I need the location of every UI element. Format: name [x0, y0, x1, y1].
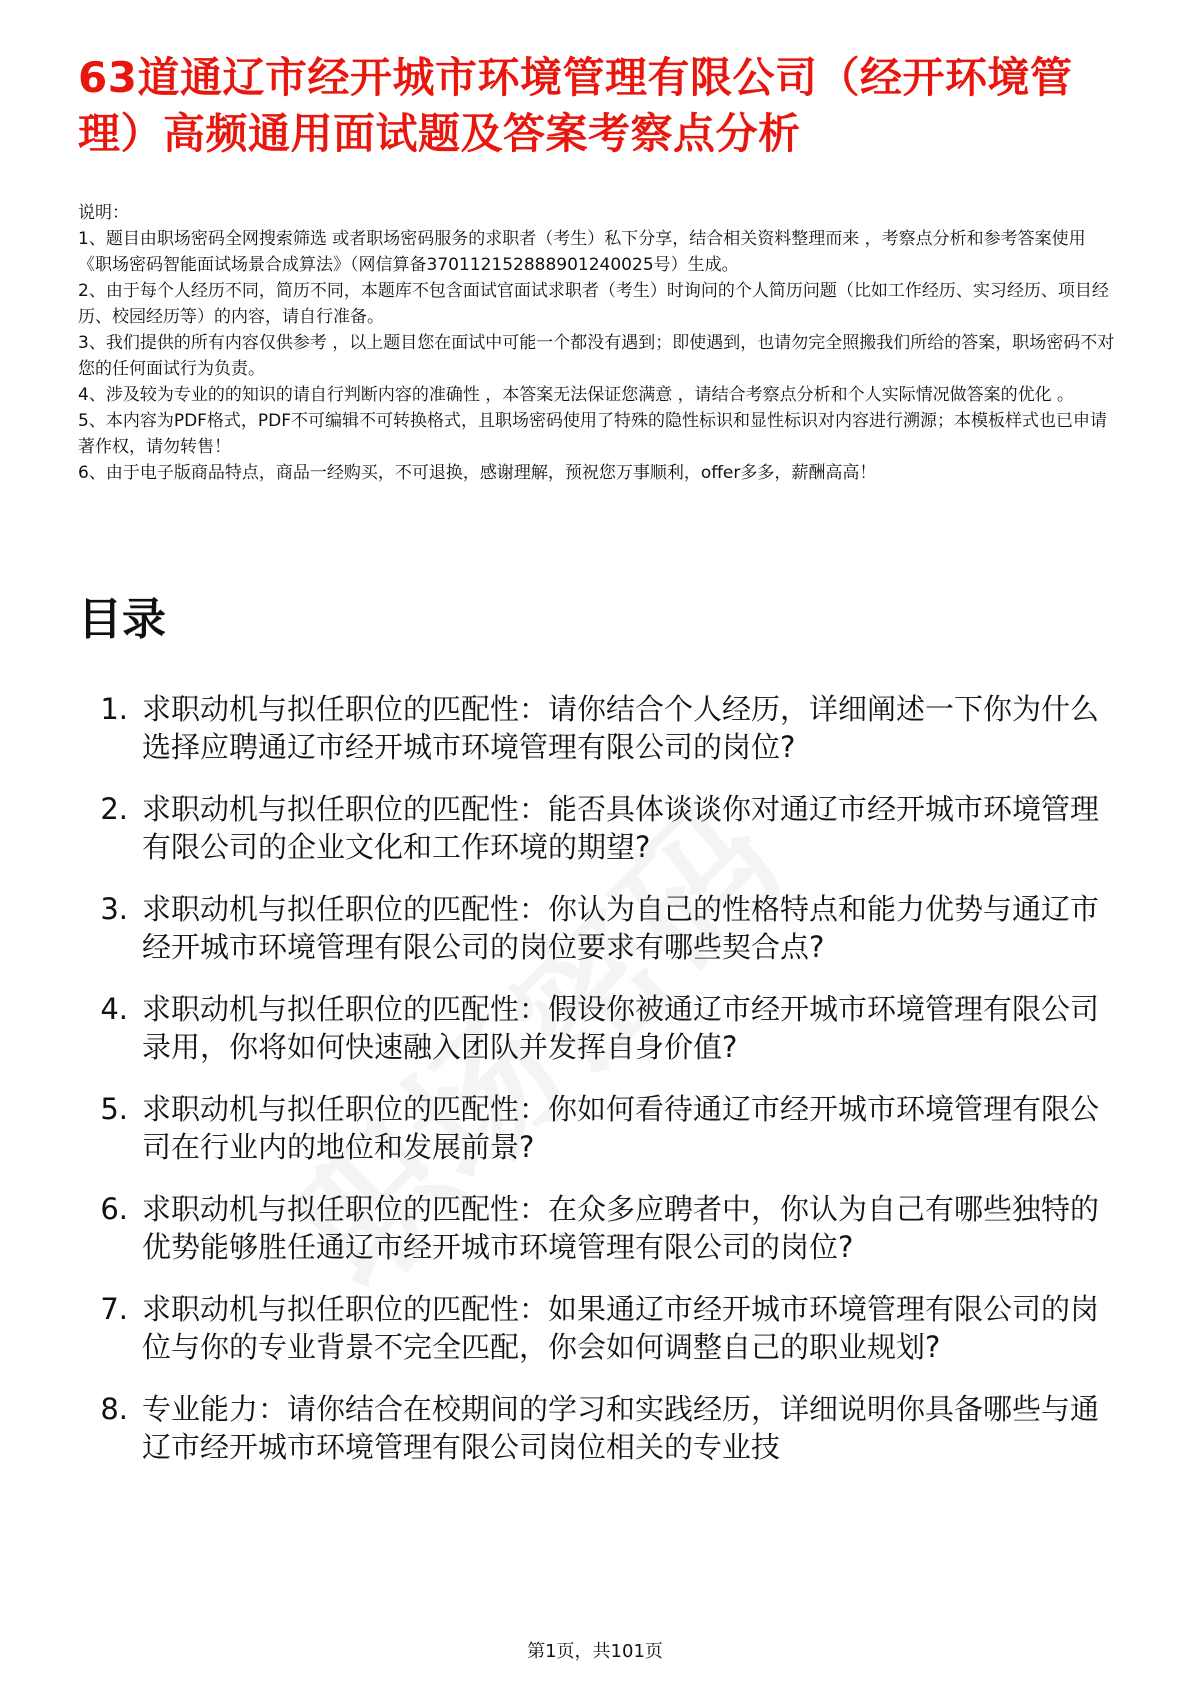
toc-item-number: 4.: [100, 992, 128, 1026]
toc-item-text[interactable]: 求职动机与拟任职位的匹配性：你认为自己的性格特点和能力优势与通辽市经开城市环境管理有限公司的岗位要求有哪些契合点?: [142, 892, 1100, 964]
toc-item[interactable]: [78, 890, 1118, 966]
toc-item-text[interactable]: 求职动机与拟任职位的匹配性：在众多应聘者中，你认为自己有哪些独特的优势能够胜任通辽市经开城市环境管理有限公司的岗位?: [142, 1192, 1100, 1264]
toc-item-number: 5.: [100, 1092, 128, 1126]
toc-item[interactable]: [78, 790, 1118, 866]
note-item: 1、题目由职场密码全网搜索筛选 或者职场密码服务的求职者（考生）私下分享，结合相关资料整理而来 ，考察点分析和参考答案使用《职场密码智能面试场景合成算法》（网信算备370112152888901240025号）生成。: [78, 229, 1086, 275]
page-title: 63道通辽市经开城市环境管理有限公司（经开环境管理）高频通用面试题及答案考察点分析: [78, 53, 1073, 158]
toc-item-text[interactable]: 求职动机与拟任职位的匹配性：你如何看待通辽市经开城市环境管理有限公司在行业内的地位和发展前景?: [142, 1092, 1100, 1164]
toc-item[interactable]: [78, 990, 1118, 1066]
toc-item[interactable]: [78, 1390, 1118, 1466]
toc-item-text[interactable]: 专业能力：请你结合在校期间的学习和实践经历，详细说明你具备哪些与通辽市经开城市环境管理有限公司岗位相关的专业技: [142, 1392, 1100, 1464]
page-footer: 第1页，共101页: [527, 1641, 663, 1662]
toc-item-number: 3.: [100, 892, 128, 926]
toc-list: [78, 690, 1118, 1490]
note-item: 6、由于电子版商品特点，商品一经购买，不可退换，感谢理解，预祝您万事顺利，offer多多，薪酬高高！: [78, 463, 877, 483]
toc-item-number: 7.: [100, 1292, 128, 1326]
toc-item-text[interactable]: 求职动机与拟任职位的匹配性：假设你被通辽市经开城市环境管理有限公司录用，你将如何快速融入团队并发挥自身价值?: [142, 992, 1100, 1064]
toc-item[interactable]: [78, 1090, 1118, 1166]
note-item: 5、本内容为PDF格式，PDF不可编辑不可转换格式，且职场密码使用了特殊的隐性标识和显性标识对内容进行溯源；本模板样式也已申请著作权，请勿转售！: [78, 411, 1108, 457]
notes-section: [78, 200, 1118, 486]
toc-item[interactable]: [78, 690, 1118, 766]
toc-item-text[interactable]: 求职动机与拟任职位的匹配性：请你结合个人经历，详细阐述一下你为什么选择应聘通辽市经开城市环境管理有限公司的岗位?: [142, 692, 1100, 764]
toc-item-number: 2.: [100, 792, 128, 826]
note-item: 2、由于每个人经历不同，简历不同，本题库不包含面试官面试求职者（考生）时询问的个人简历问题（比如工作经历、实习经历、项目经历、校园经历等）的内容，请自行准备。: [78, 281, 1109, 327]
note-item: 3、我们提供的所有内容仅供参考 ，以上题目您在面试中可能一个都没有遇到；即使遇到，也请勿完全照搬我们所给的答案，职场密码不对您的任何面试行为负责。: [78, 333, 1115, 379]
toc-item-text[interactable]: 求职动机与拟任职位的匹配性：能否具体谈谈你对通辽市经开城市环境管理有限公司的企业文化和工作环境的期望?: [142, 792, 1100, 864]
toc-item-number: 1.: [100, 692, 128, 726]
toc-heading: 目录: [78, 594, 166, 645]
toc-item-number: 8.: [100, 1392, 128, 1426]
notes-heading: 说明：: [78, 203, 129, 223]
toc-item-number: 6.: [100, 1192, 128, 1226]
toc-item-text[interactable]: 求职动机与拟任职位的匹配性：如果通辽市经开城市环境管理有限公司的岗位与你的专业背景不完全匹配，你会如何调整自己的职业规划?: [142, 1292, 1100, 1364]
note-item: 4、涉及较为专业的的知识的请自行判断内容的准确性 ，本答案无法保证您满意 ，请结合考察点分析和个人实际情况做答案的优化 。: [78, 385, 1075, 405]
toc-item[interactable]: [78, 1190, 1118, 1266]
toc-item[interactable]: [78, 1290, 1118, 1366]
